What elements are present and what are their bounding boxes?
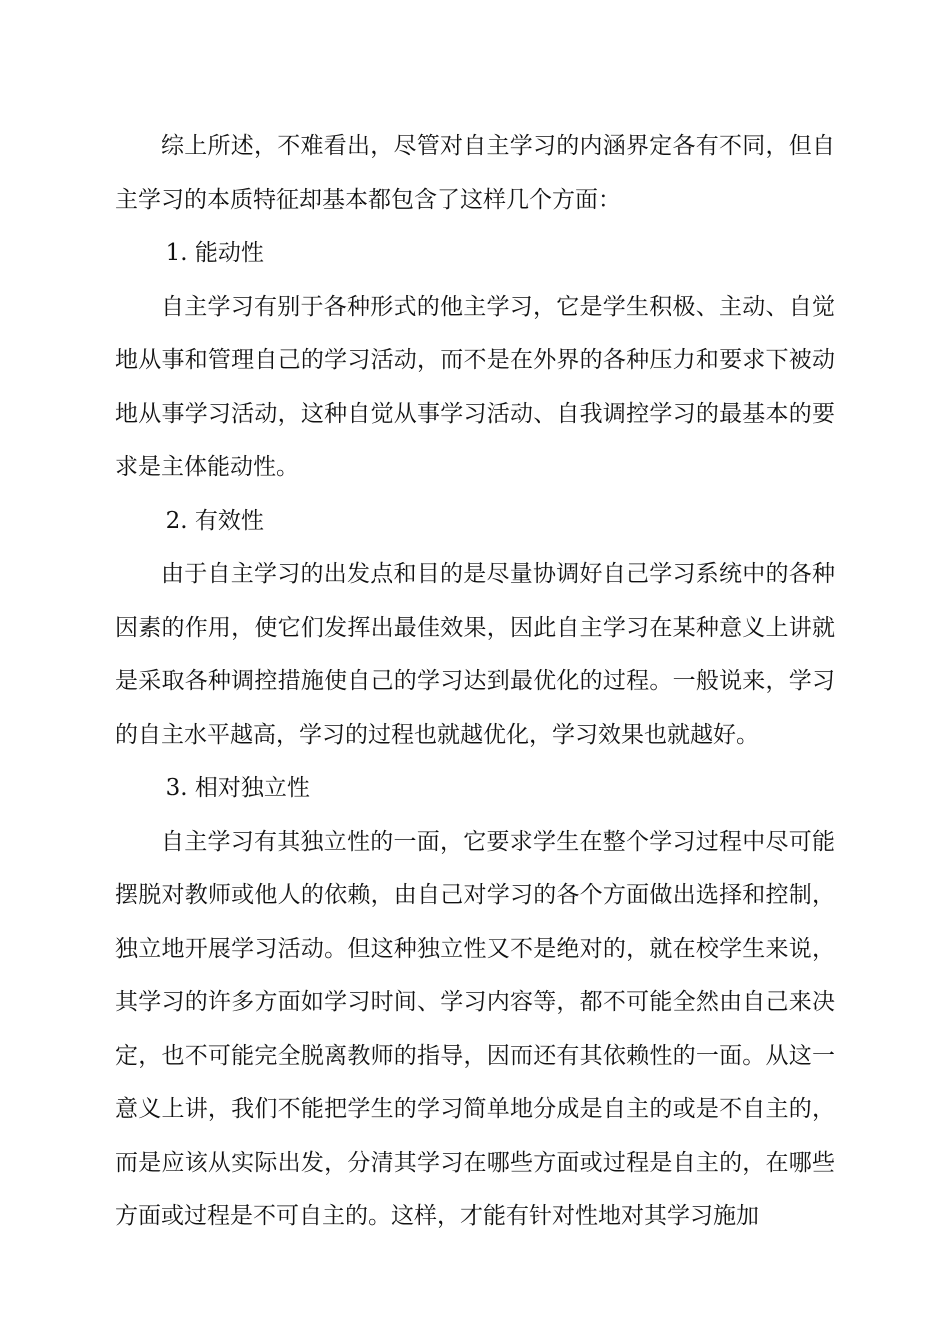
paragraph-effectiveness: 由于自主学习的出发点和目的是尽量协调好自己学习系统中的各种因素的作用，使它们发挥出最佳效果，因此自主学习在某种意义上讲就是采取各种调控措施使自己的学习达到最优化的过程。一般说来，学习的自主水平越高，学习的过程也就越优化，学习效果也就越好。: [115, 561, 835, 748]
paragraph-independence: 自主学习有其独立性的一面，它要求学生在整个学习过程中尽可能摆脱对教师或他人的依赖，由自己对学习的各个方面做出选择和控制，独立地开展学习活动。但这种独立性又不是绝对的，就在校学生来说，其学习的许多方面如学习时间、学习内容等，都不可能全然由自己来决定，也不可能完全脱离教师的指导，因而还有其依赖性的一面。从这一意义上讲，我们不能把学生的学习简单地分成是自主的或是不自主的，而是应该从实际出发，分清其学习在哪些方面或过程是自主的，在哪些方面或过程是不可自主的。这样，才能有针对性地对其学习施加: [115, 828, 835, 1229]
paragraph-summary: 综上所述，不难看出，尽管对自主学习的内涵界定各有不同，但自主学习的本质特征却基本都包含了这样几个方面：: [115, 133, 835, 213]
paragraph-initiative: 自主学习有别于各种形式的他主学习，它是学生积极、主动、自觉地从事和管理自己的学习活动，而不是在外界的各种压力和要求下被动地从事学习活动，这种自觉从事学习活动、自我调控学习的最基本的要求是主体能动性。: [115, 293, 835, 480]
heading-effectiveness: 2. 有效性: [165, 507, 264, 534]
document-body: [115, 120, 835, 1244]
heading-initiative: 1. 能动性: [165, 240, 264, 266]
heading-independence: 3. 相对独立性: [165, 775, 310, 801]
